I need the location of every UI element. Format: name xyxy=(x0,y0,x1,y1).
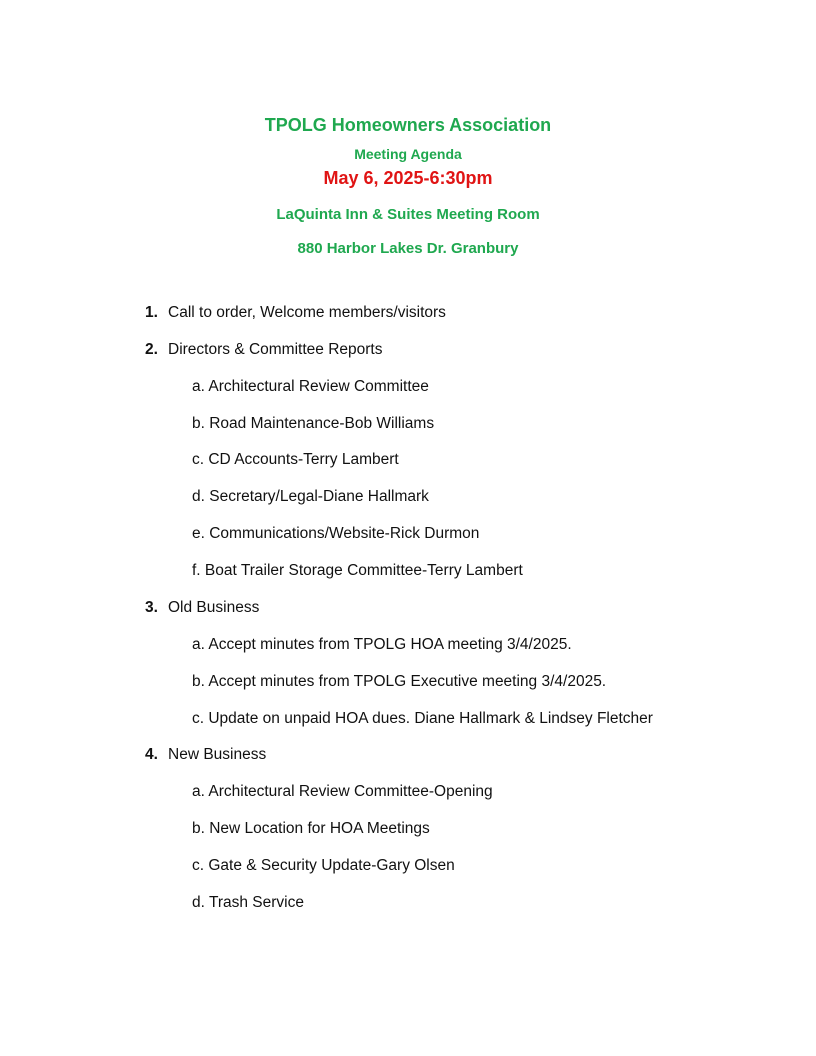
agenda-subitem xyxy=(0,379,816,401)
agenda-subitem xyxy=(0,895,816,917)
agenda-subitem xyxy=(0,821,816,843)
agenda-subitem xyxy=(0,563,816,585)
agenda-subitem-text: b. Accept minutes from TPOLG Executive meeting 3/4/2025. xyxy=(192,673,607,690)
agenda-subitem-text: b. New Location for HOA Meetings xyxy=(192,820,430,837)
agenda-subitem-text: d. Trash Service xyxy=(192,894,304,911)
agenda-subitem-text: b. Road Maintenance-Bob Williams xyxy=(192,415,435,432)
document-subtitle: Meeting Agenda xyxy=(354,146,462,162)
agenda-item-number: 3. xyxy=(145,599,158,616)
agenda-subitem-text: c. CD Accounts-Terry Lambert xyxy=(192,451,399,468)
agenda-subitem xyxy=(0,452,816,474)
agenda-item-number: 4. xyxy=(145,746,158,763)
meeting-address: 880 Harbor Lakes Dr. Granbury xyxy=(297,240,519,257)
organization-title: TPOLG Homeowners Association xyxy=(264,115,552,135)
agenda-subitem-text: c. Gate & Security Update-Gary Olsen xyxy=(192,857,455,874)
agenda-subitem xyxy=(0,784,816,806)
agenda-subitem-text: f. Boat Trailer Storage Committee-Terry Lambert xyxy=(192,562,523,579)
agenda-subitem xyxy=(0,674,816,696)
meeting-location: LaQuinta Inn & Suites Meeting Room xyxy=(276,206,540,223)
agenda-subitem-text: a. Accept minutes from TPOLG HOA meeting 3/4/2025. xyxy=(192,636,572,653)
agenda-subitem xyxy=(0,489,816,511)
agenda-subitem xyxy=(0,416,816,438)
agenda-item-text: Old Business xyxy=(168,599,260,616)
agenda-item-text: Directors & Committee Reports xyxy=(168,341,383,358)
agenda-subitem-text: d. Secretary/Legal-Diane Hallmark xyxy=(192,488,429,505)
agenda-subitem-text: a. Architectural Review Committee-Opening xyxy=(192,783,493,800)
agenda-item-text: Call to order, Welcome members/visitors xyxy=(168,304,446,321)
agenda-item xyxy=(0,342,816,364)
agenda-subitem xyxy=(0,858,816,880)
agenda-item xyxy=(0,600,816,622)
agenda-subitem-text: e. Communications/Website-Rick Durmon xyxy=(192,525,480,542)
agenda-subitem xyxy=(0,637,816,659)
agenda-item-number: 1. xyxy=(145,304,158,321)
agenda-subitem xyxy=(0,526,816,548)
agenda-item xyxy=(0,305,816,327)
agenda-item-text: New Business xyxy=(168,746,267,763)
meeting-date: May 6, 2025-6:30pm xyxy=(323,168,493,188)
agenda-subitem-text: a. Architectural Review Committee xyxy=(192,378,429,395)
agenda-item xyxy=(0,747,816,769)
agenda-subitem xyxy=(0,711,816,733)
agenda-subitem-text: c. Update on unpaid HOA dues. Diane Hallmark & Lindsey Fletcher xyxy=(192,710,653,727)
agenda-item-number: 2. xyxy=(145,341,158,358)
